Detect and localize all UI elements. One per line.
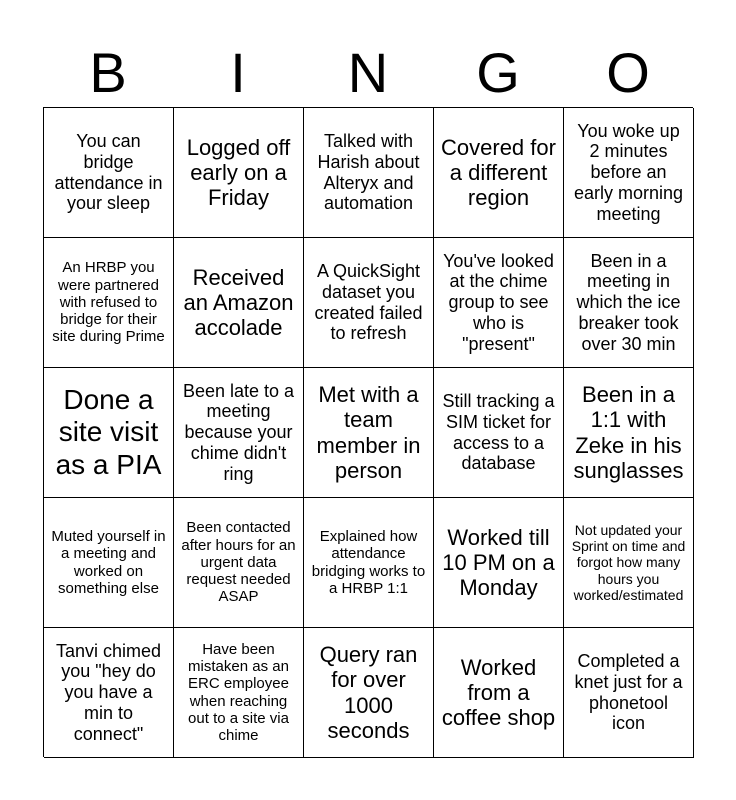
bingo-cell[interactable]	[174, 498, 304, 628]
bingo-cell-text: Been contacted after hours for an urgent data request needed ASAP	[181, 519, 296, 606]
bingo-cell-text: Talked with Harish about Alteryx and automation	[317, 131, 420, 214]
bingo-cell-text: Still tracking a SIM ticket for access to a database	[442, 391, 555, 474]
bingo-cell-text: An HRBP you were partnered with refused to bridge for their site during Prime	[52, 259, 165, 346]
bingo-cell-text: Covered for a different region	[441, 134, 556, 211]
header-letter-b: B	[89, 41, 127, 104]
bingo-cell[interactable]	[174, 108, 304, 238]
bingo-cell[interactable]	[174, 628, 304, 758]
bingo-cell-text: You can bridge attendance in your sleep	[54, 131, 163, 214]
bingo-cell[interactable]	[44, 628, 174, 758]
bingo-cell-text: Logged off early on a Friday	[186, 134, 291, 211]
bingo-cell[interactable]	[564, 238, 694, 368]
bingo-cell-text: Worked from a coffee shop	[441, 654, 556, 731]
header-letter-o: O	[606, 41, 650, 104]
bingo-cell-text: Worked till 10 PM on a Monday	[442, 524, 555, 601]
bingo-cell[interactable]	[564, 628, 694, 758]
bingo-cell-text: You've looked at the chime group to see who is "present"	[443, 250, 554, 354]
bingo-cell-text: Been in a 1:1 with Zeke in his sunglasses	[573, 381, 684, 483]
bingo-cell[interactable]	[44, 108, 174, 238]
bingo-cell[interactable]	[44, 238, 174, 368]
bingo-cell-text: Explained how attendance bridging works to a HRBP 1:1	[311, 528, 426, 597]
bingo-cell[interactable]	[434, 498, 564, 628]
bingo-cell[interactable]	[434, 628, 564, 758]
bingo-cell[interactable]	[304, 108, 434, 238]
header-letter-g: G	[476, 41, 520, 104]
bingo-board	[43, 107, 693, 757]
bingo-cell-text: Tanvi chimed you "hey do you have a min to connect"	[55, 640, 162, 744]
bingo-cell[interactable]	[564, 108, 694, 238]
bingo-cell[interactable]	[304, 498, 434, 628]
bingo-cell[interactable]	[434, 108, 564, 238]
bingo-cell-text: You woke up 2 minutes before an early morning meeting	[573, 120, 684, 224]
header-letter-i: I	[230, 41, 246, 104]
bingo-cell[interactable]	[174, 368, 304, 498]
bingo-cell-text: Been late to a meeting because your chime didn't ring	[182, 380, 295, 484]
bingo-cell-text: Been in a meeting in which the ice breaker took over 30 min	[576, 250, 681, 354]
bingo-cell[interactable]	[304, 628, 434, 758]
bingo-cell[interactable]	[44, 368, 174, 498]
bingo-cell-text: A QuickSight dataset you created failed to refresh	[314, 261, 423, 344]
bingo-cell-text: Received an Amazon accolade	[183, 264, 294, 341]
bingo-cell[interactable]	[174, 238, 304, 368]
bingo-cell[interactable]	[44, 498, 174, 628]
bingo-cell-text: Muted yourself in a meeting and worked on something else	[51, 528, 166, 597]
bingo-cell[interactable]	[434, 368, 564, 498]
bingo-cell[interactable]	[304, 238, 434, 368]
bingo-cell-text: Not updated your Sprint on time and forgot how many hours you worked/estimated	[571, 522, 686, 603]
header-letter-n: N	[347, 41, 389, 104]
bingo-cell-text: Completed a knet just for a phonetool icon	[574, 651, 683, 734]
bingo-cell[interactable]	[564, 498, 694, 628]
bingo-cell-text: Done a site visit as a PIA	[55, 384, 162, 480]
bingo-cell-text: Have been mistaken as an ERC employee when reaching out to a site via chime	[188, 640, 289, 744]
bingo-cell[interactable]	[434, 238, 564, 368]
bingo-header	[43, 40, 693, 106]
bingo-cell[interactable]	[564, 368, 694, 498]
bingo-cell[interactable]	[304, 368, 434, 498]
bingo-cell-text: Query ran for over 1000 seconds	[319, 641, 418, 743]
bingo-cell-text: Met with a team member in person	[316, 381, 421, 483]
